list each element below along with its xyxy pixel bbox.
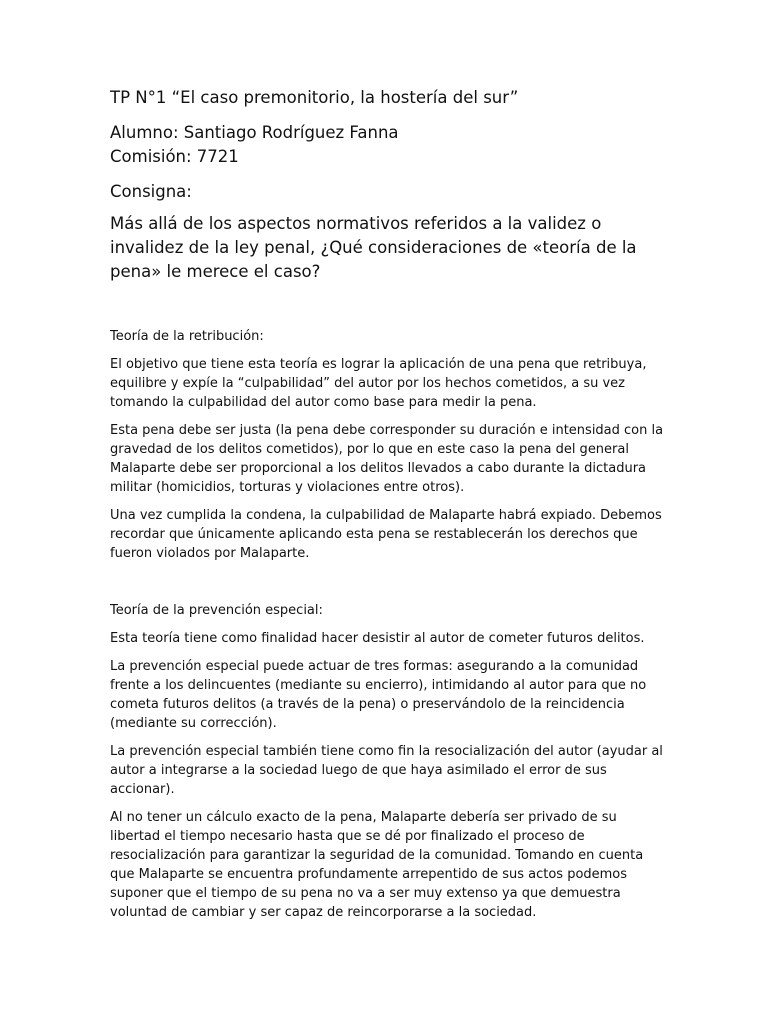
paragraph: El objetivo que tiene esta teoría es lograr la aplicación de una pena que retribuya, equilibre y expíe la “culpabilidad” del autor por los hechos cometidos, a su vez tomando la culpabilidad del autor como base para medir la pena.	[110, 357, 647, 410]
section-prevencion-especial	[110, 601, 670, 922]
document-page	[110, 86, 670, 931]
consigna-label: Consigna:	[110, 182, 192, 201]
paragraph: La prevención especial puede actuar de tres formas: asegurando a la comunidad frente a los delincuentes (mediante su encierro), intimidando al autor para que no cometa futuros delitos (a través de la pena) o preservándolo de la reincidencia (mediante su corrección).	[110, 659, 647, 731]
paragraph: Al no tener un cálculo exacto de la pena, Malaparte debería ser privado de su libertad el tiempo necesario hasta que se dé por finalizado el proceso de resocialización para garantizar la seguridad de la comunidad. Tomando en cuenta que Malaparte se encuentra profundamente arrepentido de sus actos podemos suponer que el tiempo de su pena no va a ser muy extenso ya que demuestra voluntad de cambiar y ser capaz de reincorporarse a la sociedad.	[110, 810, 644, 920]
consigna-text: Más allá de los aspectos normativos referidos a la validez o invalidez de la ley penal, ¿Qué consideraciones de «teoría de la pena» le merece el caso?	[110, 214, 637, 281]
paragraph: La prevención especial también tiene como fin la resocialización del autor (ayudar al autor a integrarse a la sociedad luego de que haya asimilado el error de sus accionar).	[110, 744, 663, 797]
section-heading: Teoría de la retribución:	[110, 329, 264, 344]
paragraph: Esta teoría tiene como finalidad hacer desistir al autor de cometer futuros delitos.	[110, 631, 645, 646]
document-title: TP N°1 “El caso premonitorio, la hostería del sur”	[110, 88, 519, 107]
section-heading: Teoría de la prevención especial:	[110, 603, 323, 618]
paragraph: Esta pena debe ser justa (la pena debe corresponder su duración e intensidad con la gravedad de los delitos cometidos), por lo que en este caso la pena del general Malaparte debe ser proporcional a los delitos llevados a cabo durante la dictadura militar (homicidios, torturas y violaciones entre otros).	[110, 423, 664, 495]
student-name: Alumno: Santiago Rodríguez Fanna	[110, 123, 399, 142]
section-retribucion	[110, 327, 670, 563]
commission-number: Comisión: 7721	[110, 147, 239, 166]
paragraph: Una vez cumplida la condena, la culpabilidad de Malaparte habrá expiado. Debemos recordar que únicamente aplicando esta pena se restablecerán los derechos que fueron violados por Malaparte.	[110, 508, 662, 561]
